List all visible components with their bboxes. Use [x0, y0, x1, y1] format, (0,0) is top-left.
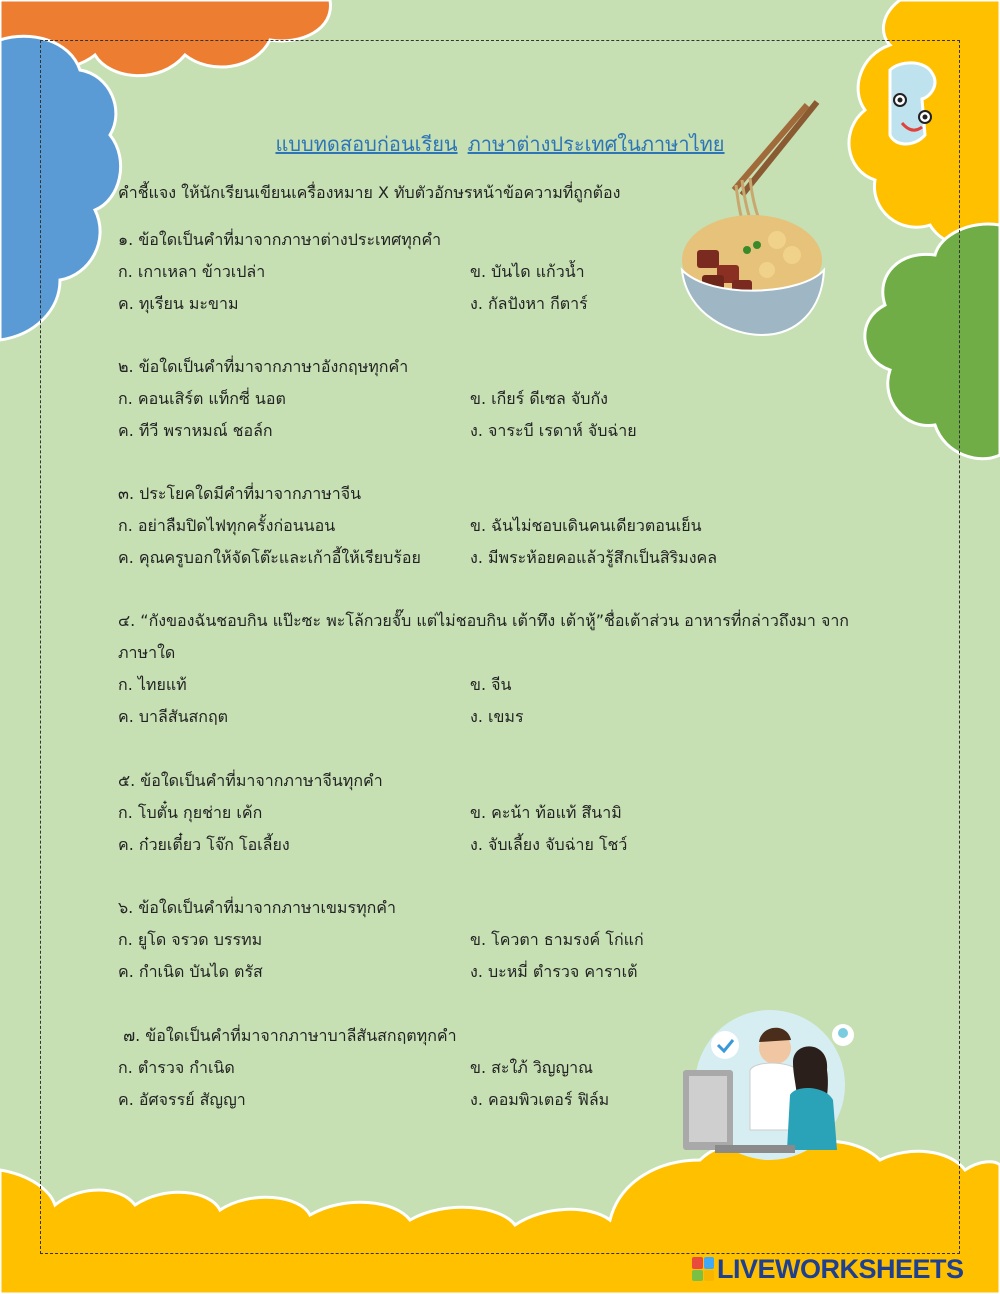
option-c[interactable]: ค. บาลีสันสกฤต — [118, 707, 229, 726]
option-a[interactable]: ก. เกาเหลา ข้าวเปล่า — [118, 262, 266, 281]
option-b[interactable]: ข. คะน้า ท้อแท้ สึนามิ — [470, 803, 622, 822]
option-d[interactable]: ง. กัลปังหา กีตาร์ — [470, 294, 588, 313]
option-a[interactable]: ก. คอนเสิร์ต แท็กซี่ นอต — [118, 389, 286, 408]
option-c[interactable]: ค. อัศจรรย์ สัญญา — [118, 1090, 246, 1109]
question-6 — [118, 892, 858, 988]
option-b[interactable]: ข. เกียร์ ดีเซล จับกัง — [470, 389, 608, 408]
question-text: ๔. “กังของฉันชอบกิน แป๊ะซะ พะโล้กวยจั๊บ แต่ไม่ชอบกิน เต้าทึง เต้าหู้”ชื่อเต้าส่วน อาหารที่กล่าวถึงมา จาก ภาษาใด — [118, 611, 849, 662]
option-d[interactable]: ง. เขมร — [470, 707, 524, 726]
option-c[interactable]: ค. คุณครูบอกให้จัดโต๊ะและเก้าอี้ให้เรียบร้อย — [118, 548, 421, 567]
question-5 — [118, 765, 858, 861]
title-part-1: แบบทดสอบก่อนเรียน — [275, 132, 458, 156]
option-d[interactable]: ง. คอมพิวเตอร์ ฟิล์ม — [470, 1090, 610, 1109]
question-text: ๒. ข้อใดเป็นคำที่มาจากภาษาอังกฤษทุกคำ — [118, 357, 409, 376]
page-title — [0, 128, 1000, 160]
instruction-text: คำชี้แจง ให้นักเรียนเขียนเครื่องหมาย X ทับตัวอักษรหน้าข้อความที่ถูกต้อง — [118, 183, 621, 202]
option-c[interactable]: ค. ก๋วยเตี๋ยว โจ๊ก โอเลี้ยง — [118, 835, 290, 854]
question-text: ๗. ข้อใดเป็นคำที่มาจากภาษาบาลีสันสกฤตทุกคำ — [118, 1026, 457, 1045]
logo-mark-icon — [692, 1257, 714, 1281]
question-1 — [118, 224, 858, 320]
question-text: ๓. ประโยคใดมีคำที่มาจากภาษาจีน — [118, 484, 362, 503]
option-b[interactable]: ข. สะใภ้ วิญญาณ — [470, 1058, 593, 1077]
option-a[interactable]: ก. ยูโด จรวด บรรทม — [118, 930, 263, 949]
option-b[interactable]: ข. จีน — [470, 675, 512, 694]
option-a[interactable]: ก. อย่าลืมปิดไฟทุกครั้งก่อนนอน — [118, 516, 336, 535]
option-b[interactable]: ข. ฉันไม่ชอบเดินคนเดียวตอนเย็น — [470, 516, 702, 535]
option-d[interactable]: ง. บะหมี่ ตำรวจ คาราเต้ — [470, 962, 638, 981]
question-3 — [118, 478, 858, 574]
option-b[interactable]: ข. บันได แก้วน้ำ — [470, 262, 585, 281]
option-c[interactable]: ค. ทุเรียน มะขาม — [118, 294, 239, 313]
question-text: ๕. ข้อใดเป็นคำที่มาจากภาษาจีนทุกคำ — [118, 771, 383, 790]
liveworksheets-logo[interactable] — [692, 1252, 964, 1286]
question-text: ๖. ข้อใดเป็นคำที่มาจากภาษาเขมรทุกคำ — [118, 898, 396, 917]
option-d[interactable]: ง. จับเลี้ยง จับฉ่าย โชว์ — [470, 835, 628, 854]
question-7 — [118, 1020, 858, 1116]
option-a[interactable]: ก. ตำรวจ กำเนิด — [118, 1058, 235, 1077]
option-a[interactable]: ก. ไทยแท้ — [118, 675, 187, 694]
question-text: ๑. ข้อใดเป็นคำที่มาจากภาษาต่างประเทศทุกคำ — [118, 230, 442, 249]
option-b[interactable]: ข. โควตา ธามรงค์ โก่แก่ — [470, 930, 644, 949]
option-d[interactable]: ง. มีพระห้อยคอแล้วรู้สึกเป็นสิริมงคล — [470, 548, 718, 567]
option-d[interactable]: ง. จาระบี เรดาห์ จับฉ่าย — [470, 421, 637, 440]
question-2 — [118, 351, 858, 447]
option-c[interactable]: ค. ทีวี พราหมณ์ ชอล์ก — [118, 421, 273, 440]
option-a[interactable]: ก. โบตั๋น กุยช่าย เค้ก — [118, 803, 263, 822]
option-c[interactable]: ค. กำเนิด บันได ตรัส — [118, 962, 263, 981]
logo-text: LIVEWORKSHEETS — [717, 1253, 964, 1284]
title-part-2: ภาษาต่างประเทศในภาษาไทย — [467, 132, 725, 156]
question-4 — [118, 605, 858, 733]
